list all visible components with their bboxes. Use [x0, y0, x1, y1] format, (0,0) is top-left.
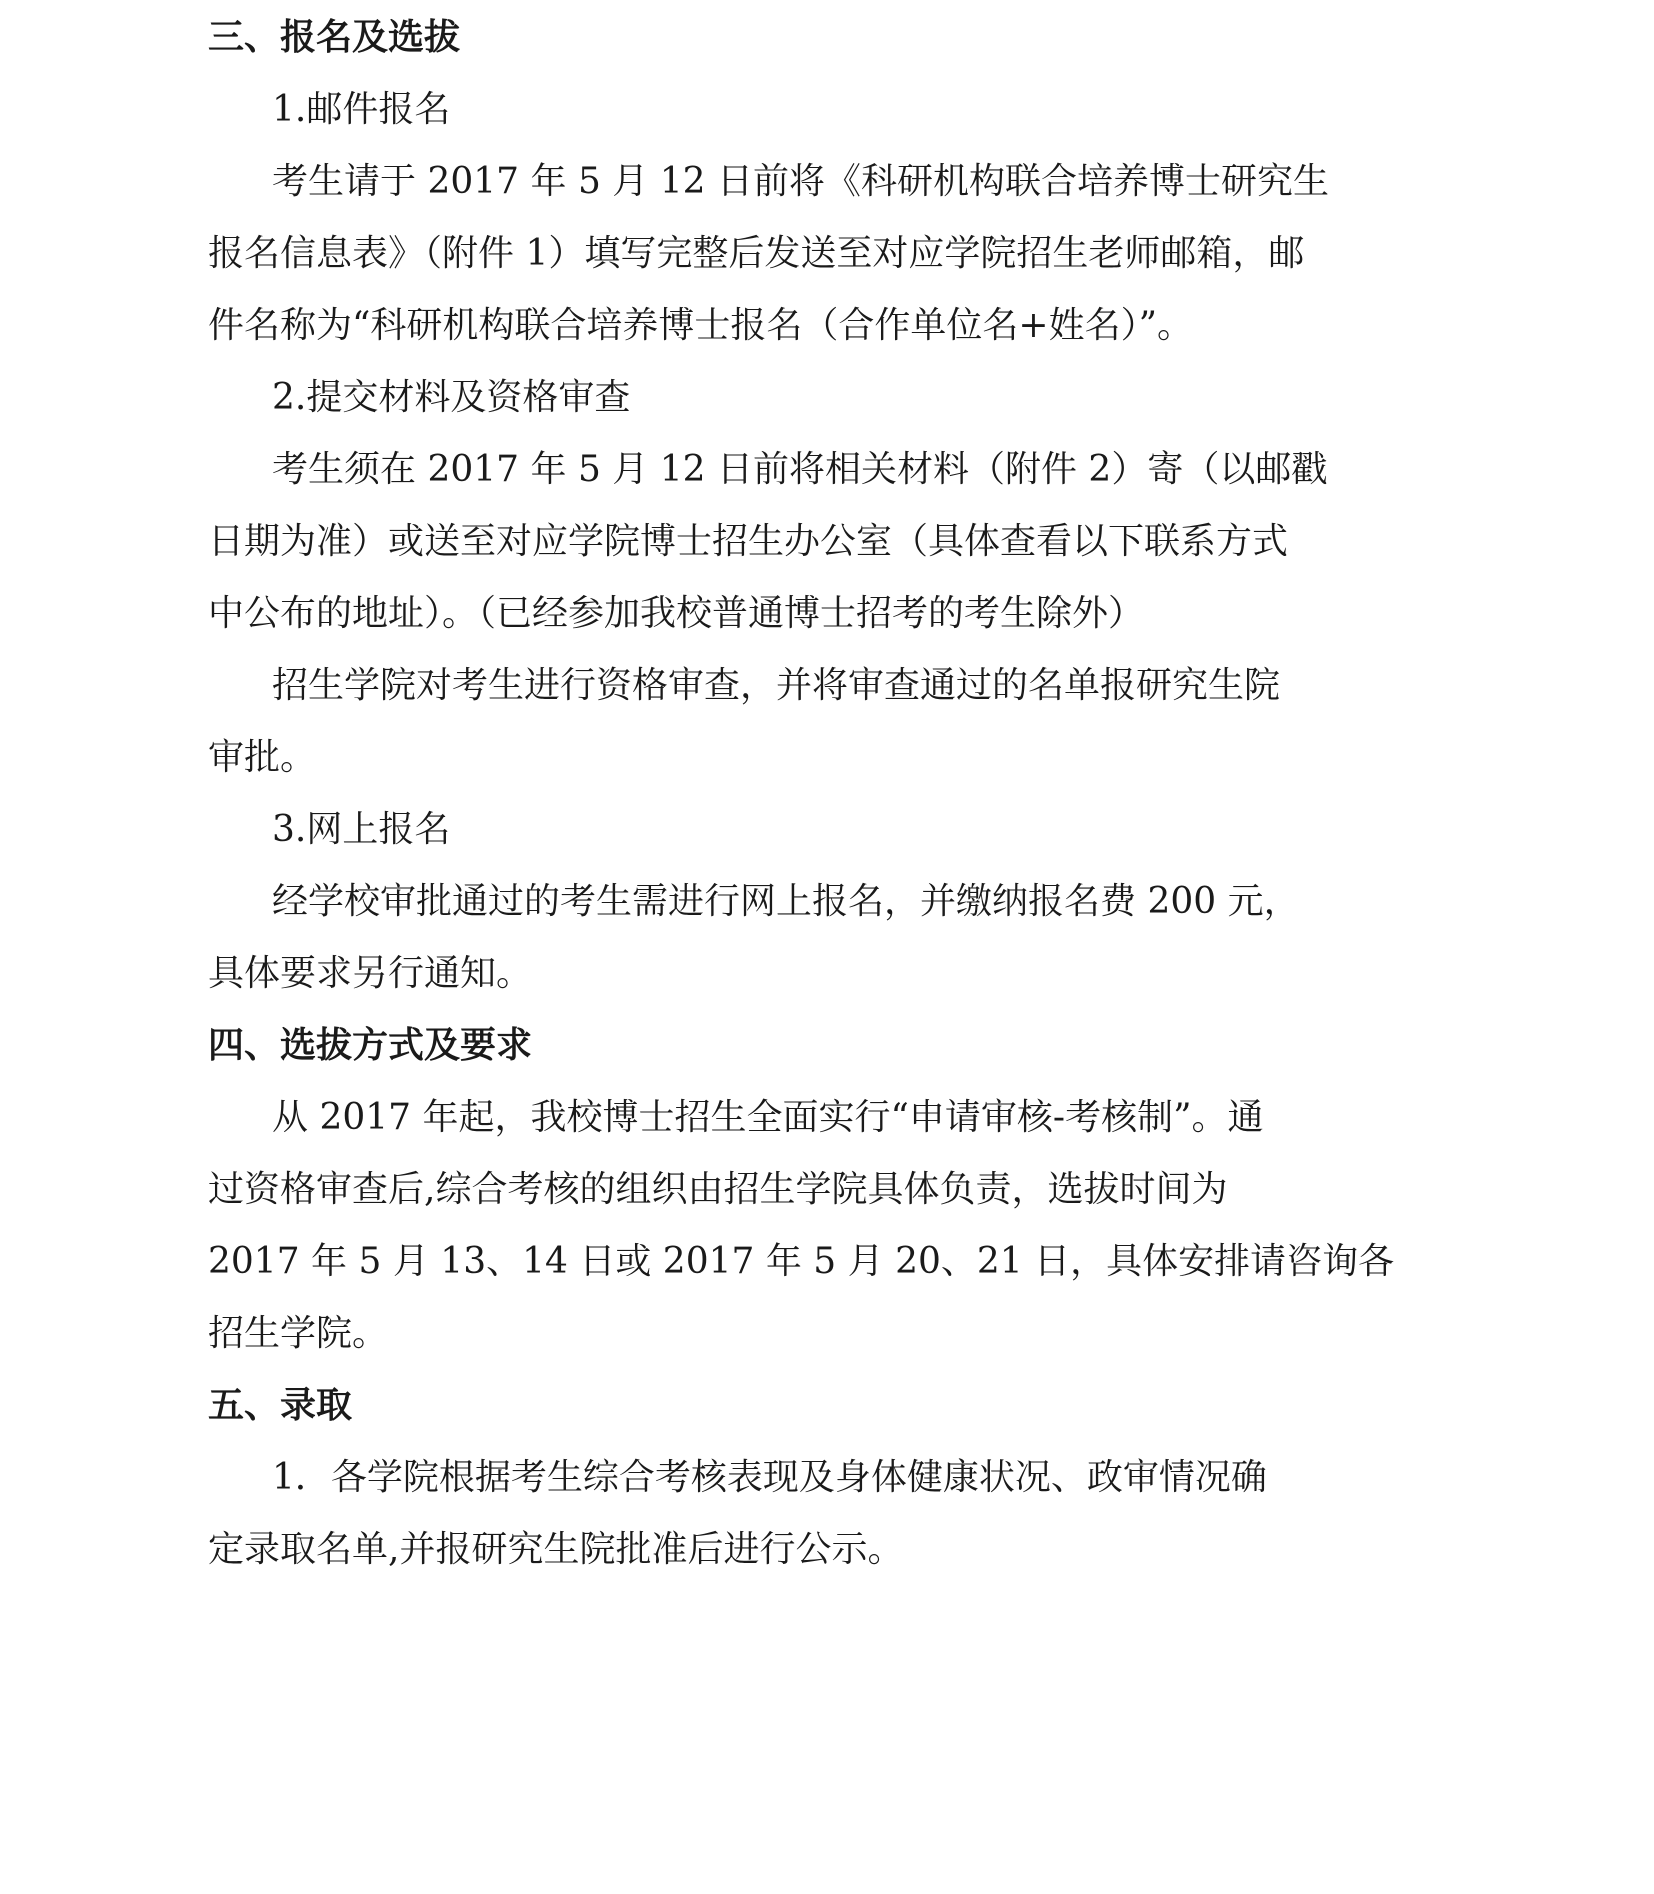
item3-line-1: 经学校审批通过的考生需进行网上报名，并缴纳报名费 200 元， — [272, 881, 1300, 922]
item2-line-3: 中公布的地址）。（已经参加我校普通博士招考的考生除外） — [208, 593, 1145, 634]
section3-heading: 三、报名及选拔 — [208, 17, 461, 58]
section4-line-1: 从 2017 年起，我校博士招生全面实行“申请审核-考核制”。通 — [272, 1097, 1264, 1138]
item2-line-1: 考生须在 2017 年 5 月 12 日前将相关材料（附件 2）寄（以邮戳 — [272, 449, 1328, 490]
section5-heading: 五、录取 — [208, 1385, 353, 1426]
item2-title: 2.提交材料及资格审查 — [272, 377, 631, 418]
section4-line-2: 过资格审查后,综合考核的组织由招生学院具体负责，选拔时间为 — [208, 1169, 1228, 1210]
section4-heading: 四、选拔方式及要求 — [208, 1025, 533, 1066]
item1-line-1: 考生请于 2017 年 5 月 12 日前将《科研机构联合培养博士研究生 — [272, 161, 1329, 202]
item2-line-2: 日期为准）或送至对应学院博士招生办公室（具体查看以下联系方式 — [208, 521, 1289, 562]
item2b-line-1: 招生学院对考生进行资格审查，并将审查通过的名单报研究生院 — [272, 665, 1281, 706]
section4-line-3: 2017 年 5 月 13、14 日或 2017 年 5 月 20、21 日，具体安排请咨询各 — [208, 1241, 1395, 1282]
section4-line-4: 招生学院。 — [208, 1313, 389, 1354]
item1-title: 1.邮件报名 — [272, 89, 451, 130]
item2b-line-2: 审批。 — [208, 737, 317, 778]
item3-title: 3.网上报名 — [272, 809, 451, 850]
section5-line-1: 1．各学院根据考生综合考核表现及身体健康状况、政审情况确 — [272, 1457, 1267, 1498]
section5-line-2: 定录取名单,并报研究生院批准后进行公示。 — [208, 1529, 904, 1570]
item3-line-2: 具体要求另行通知。 — [208, 953, 533, 994]
item1-line-2: 报名信息表》（附件 1）填写完整后发送至对应学院招生老师邮箱，邮 — [208, 233, 1305, 274]
item1-line-3: 件名称为“科研机构联合培养博士报名（合作单位名+姓名）”。 — [208, 305, 1193, 346]
